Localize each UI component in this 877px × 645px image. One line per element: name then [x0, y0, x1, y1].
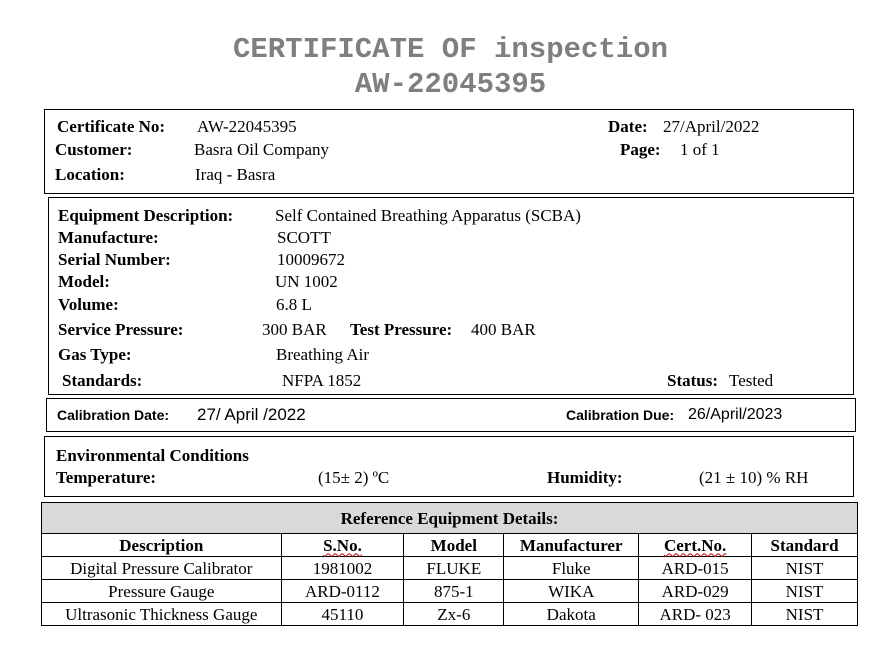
table-cell: WIKA: [504, 580, 639, 603]
volume-value: 6.8 L: [276, 295, 312, 314]
column-header-serial: S.No.: [281, 534, 404, 557]
certificate-title: CERTIFICATE OF inspection: [232, 33, 669, 66]
column-header-standard: Standard: [752, 534, 858, 557]
table-cell: Ultrasonic Thickness Gauge: [42, 603, 282, 626]
column-header-manufacturer: Manufacturer: [504, 534, 639, 557]
table-cell: NIST: [752, 580, 858, 603]
table-cell: ARD-029: [639, 580, 752, 603]
customer-value: Basra Oil Company: [194, 140, 330, 159]
column-header-model: Model: [404, 534, 504, 557]
equipment-description-value: Self Contained Breathing Apparatus (SCBA): [275, 206, 581, 225]
standards-label: Standards:: [62, 371, 143, 390]
reference-equipment-table: [41, 502, 858, 626]
table-row: [42, 557, 858, 580]
date-label: Date:: [608, 117, 648, 136]
calibration-date-label: Calibration Date:: [57, 407, 170, 423]
calibration-due-value: 26/April/2023: [688, 406, 783, 423]
location-label: Location:: [55, 165, 125, 184]
table-header-row: [42, 534, 858, 557]
table-cell: NIST: [752, 603, 858, 626]
column-header-cert-no: Cert.No.: [639, 534, 752, 557]
table-cell: ARD-0112: [281, 580, 404, 603]
humidity-value: (21 ± 10) % RH: [699, 468, 809, 487]
serial-number-label: Serial Number:: [58, 250, 171, 269]
table-cell: Digital Pressure Calibrator: [42, 557, 282, 580]
model-label: Model:: [58, 272, 110, 291]
column-header-description: Description: [42, 534, 282, 557]
status-label: Status:: [667, 371, 719, 390]
table-cell: 875-1: [404, 580, 504, 603]
table-cell: Zx-6: [404, 603, 504, 626]
model-value: UN 1002: [275, 272, 338, 291]
humidity-label: Humidity:: [547, 468, 623, 487]
cert-no-label: Certificate No:: [57, 117, 166, 136]
volume-label: Volume:: [58, 295, 119, 314]
calibration-due-label: Calibration Due:: [566, 407, 675, 423]
table-cell: Dakota: [504, 603, 639, 626]
calibration-date-value: 27/ April /2022: [197, 405, 306, 424]
page-value: 1 of 1: [680, 140, 720, 159]
environment-heading: Environmental Conditions: [56, 446, 249, 465]
table-cell: 45110: [281, 603, 404, 626]
table-cell: ARD- 023: [639, 603, 752, 626]
gas-type-value: Breathing Air: [276, 345, 370, 364]
page-label: Page:: [620, 140, 661, 159]
test-pressure-label: Test Pressure:: [350, 320, 453, 339]
cert-no-value: AW-22045395: [197, 117, 297, 136]
equipment-description-label: Equipment Description:: [58, 206, 234, 225]
table-cell: ARD-015: [639, 557, 752, 580]
service-pressure-label: Service Pressure:: [58, 320, 184, 339]
status-value: Tested: [729, 371, 774, 390]
service-pressure-value: 300 BAR: [262, 320, 327, 339]
table-cell: FLUKE: [404, 557, 504, 580]
equipment-section: [48, 197, 854, 395]
gas-type-label: Gas Type:: [58, 345, 132, 364]
table-row: [42, 580, 858, 603]
location-value: Iraq - Basra: [195, 165, 276, 184]
manufacture-label: Manufacture:: [58, 228, 159, 247]
table-row: [42, 603, 858, 626]
table-cell: 1981002: [281, 557, 404, 580]
temperature-label: Temperature:: [56, 468, 157, 487]
serial-number-value: 10009672: [277, 250, 345, 269]
customer-label: Customer:: [55, 140, 133, 159]
reference-table-heading: Reference Equipment Details:: [42, 503, 858, 534]
manufacture-value: SCOTT: [277, 228, 331, 247]
temperature-value: (15± 2) ºC: [318, 468, 390, 487]
test-pressure-value: 400 BAR: [471, 320, 536, 339]
table-cell: Fluke: [504, 557, 639, 580]
certificate-number-title: AW-22045395: [354, 68, 547, 101]
standards-value: NFPA 1852: [282, 371, 362, 390]
table-cell: NIST: [752, 557, 858, 580]
table-cell: Pressure Gauge: [42, 580, 282, 603]
date-value: 27/April/2022: [663, 117, 760, 136]
